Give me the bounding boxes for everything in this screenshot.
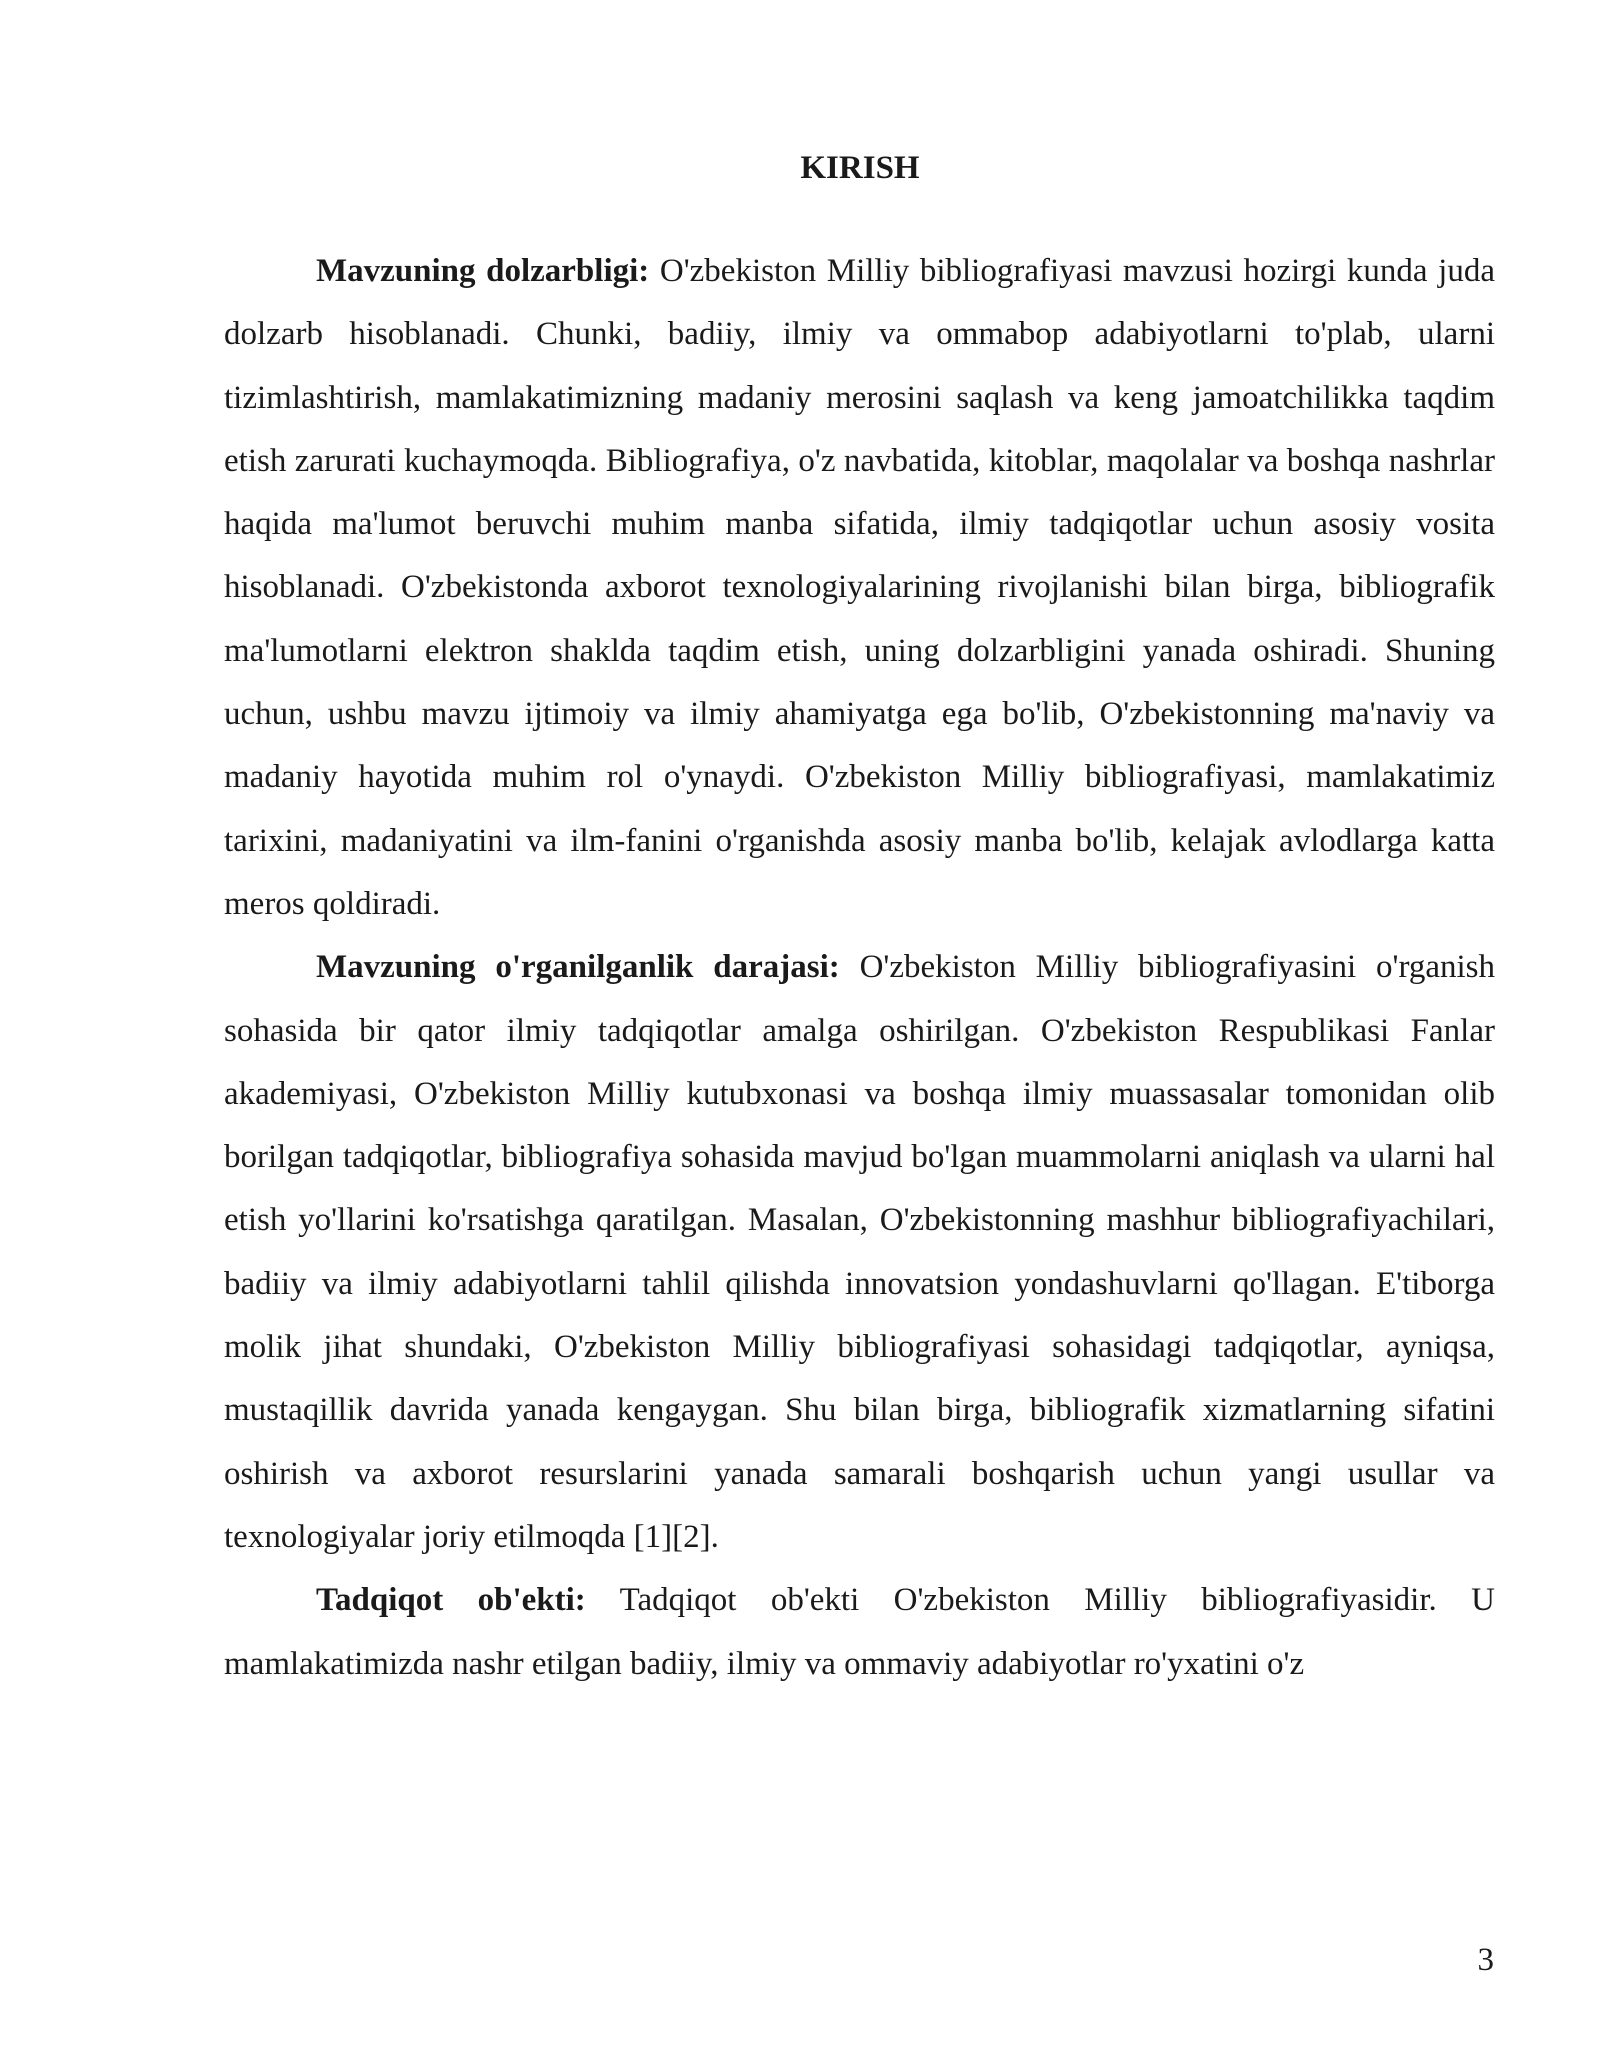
paragraph-heading: Mavzuning o'rganilganlik darajasi: bbox=[316, 949, 840, 986]
page-title: KIRISH bbox=[800, 150, 920, 186]
paragraph-study-level bbox=[224, 936, 1495, 1569]
paragraph-heading: Tadqiqot ob'ekti: bbox=[316, 1582, 586, 1619]
paragraph-text: O'zbekiston Milliy bibliografiyasini o'rganish sohasida bir qator ilmiy tadqiqotlar amalga oshirilgan. O'zbekiston Respublikasi Fanlar akademiyasi, O'zbekiston Milliy kutubxonasi va boshqa ilmiy muassasalar tomonidan olib borilgan tadqiqotlar, bibliografiya sohasida mavjud bo'lgan muammolarni aniqlash va ularni hal etish yo'llarini ko'rsatishga qaratilgan. Masalan, O'zbekistonning mashhur bibliografiyachilari, badiiy va ilmiy adabiyotlarni tahlil qilishda innovatsion yondashuvlarni qo'llagan. E'tiborga molik jihat shundaki, O'zbekiston Milliy bibliografiyasi sohasidagi tadqiqotlar, ayniqsa, mustaqillik davrida yanada kengaygan. Shu bilan birga, bibliografik xizmatlarning sifatini oshirish va axborot resurslarini yanada samarali boshqarish uchun yangi usullar va texnologiyalar joriy etilmoqda [1][2]. bbox=[224, 949, 1496, 1555]
paragraph-relevance bbox=[224, 240, 1495, 936]
paragraph-research-object bbox=[224, 1569, 1495, 1696]
document-body bbox=[224, 240, 1495, 1696]
paragraph-text: O'zbekiston Milliy bibliografiyasi mavzusi hozirgi kunda juda dolzarb hisoblanadi. Chunki, badiiy, ilmiy va ommabop adabiyotlarni to'plab, ularni tizimlashtirish, mamlakatimizning madaniy merosini saqlash va keng jamoatchilikka taqdim etish zarurati kuchaymoqda. Bibliografiya, o'z navbatida, kitoblar, maqolalar va boshqa nashrlar haqida ma'lumot beruvchi muhim manba sifatida, ilmiy tadqiqotlar uchun asosiy vosita hisoblanadi. O'zbekistonda axborot texnologiyalarining rivojlanishi bilan birga, bibliografik ma'lumotlarni elektron shaklda taqdim etish, uning dolzarbligini yanada oshiradi. Shuning uchun, ushbu mavzu ijtimoiy va ilmiy ahamiyatga ega bo'lib, O'zbekistonning ma'naviy va madaniy hayotida muhim rol o'ynaydi. O'zbekiston Milliy bibliografiyasi, mamlakatimiz tarixini, madaniyatini va ilm-fanini o'rganishda asosiy manba bo'lib, kelajak avlodlarga katta meros qoldiradi. bbox=[224, 253, 1495, 922]
page-number: 3 bbox=[1477, 1942, 1494, 1978]
paragraph-text: Tadqiqot ob'ekti O'zbekiston Milliy bibliografiyasidir. U mamlakatimizda nashr etilgan badiiy, ilmiy va ommaviy adabiyotlar ro'yxatini o'z bbox=[224, 1582, 1495, 1682]
paragraph-heading: Mavzuning dolzarbligi: bbox=[316, 253, 650, 289]
